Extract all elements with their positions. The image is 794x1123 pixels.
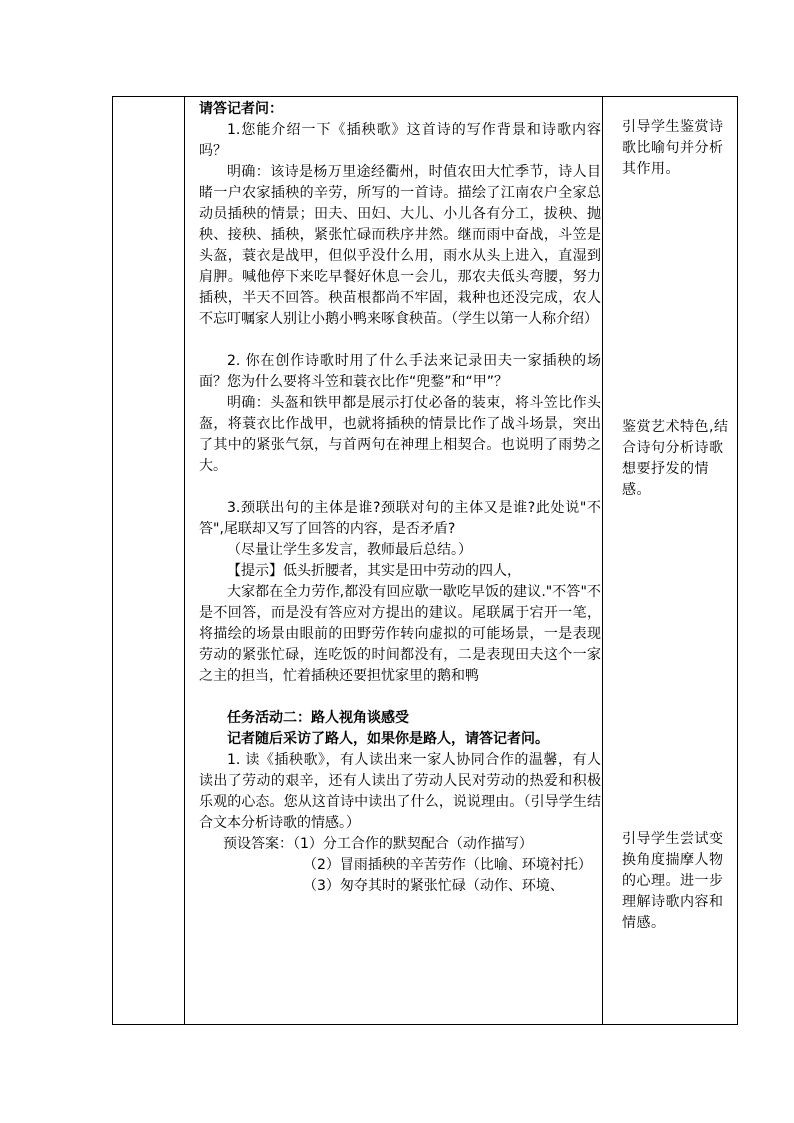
preset-item-1: （1）分工合作的默契配合（动作描写） xyxy=(293,836,533,852)
design-note-3: 引导学生尝试变换角度揣摩人物的心理。进一步理解诗歌内容和情感。 xyxy=(622,831,724,931)
task-2-subtitle: 记者随后采访了路人，如果你是路人，请答记者问。 xyxy=(227,731,549,747)
preset-label: 预设答案： xyxy=(223,836,293,852)
hint-body: 大家都在全力劳作,都没有回应歇一歇吃早饭的建议."不答"不是不回答，而是没有答应对方提出的建议。尾联属于宕开一笔，将描绘的场景由眼前的田野劳作转向虚拟的可能场景，一是表现劳动的紧张忙碌，连吃饭的时间都没有，二是表现田夫这个一家之主的担当，忙着插秧还要担忧家里的鹅和鸭 xyxy=(199,584,601,684)
lesson-table xyxy=(112,96,738,1025)
answer-2: 明确：头盔和铁甲都是展示打仗必备的装束，将斗笠比作头盔，将蓑衣比作战甲，也就将插秧的情景比作了战斗场景，突出了其中的紧张气氛，与首两句在神理上相契合。也说明了雨势之大。 xyxy=(199,395,601,474)
preset-item-3: （3）匆夺其时的紧张忙碌（动作、环境、 xyxy=(303,878,564,894)
preset-label-line xyxy=(199,834,601,855)
answer-1: 明确：该诗是杨万里途经衢州，时值农田大忙季节，诗人目睹一户农家插秧的辛劳，所写的一首诗。描绘了江南农户全家总动员插秧的情景；田夫、田妇、大儿、小儿各有分工，拔秧、抛秧、接秧、插秧，紧张忙碌而秩序井然。继而雨中奋战，斗笠是头盔，蓑衣是战甲，但似乎没什么用，雨水从头上进入，直湿到肩胛。喊他停下来吃早餐好休息一会儿，那农夫低头弯腰，努力插秧，半天不回答。秧苗根都尚不牢固，栽种也还没完成，农人不忘叮嘱家人别让小鹅小鸭来啄食秧苗。（学生以第一人称介绍） xyxy=(199,164,601,327)
section-heading: 请答记者问： xyxy=(199,101,283,117)
hint-text: 低头折腰者，其实是田中劳动的四人， xyxy=(283,563,521,579)
question-4: 1. 读《插秧歌》，有人读出来一家人协同合作的温馨，有人读出了劳动的艰辛，还有人读出了劳动人民对劳动的热爱和积极乐观的心态。您从这首诗中读出了什么，说说理由。（引导学生结合文本分析诗歌的情感。） xyxy=(199,752,601,831)
hint-line xyxy=(199,561,601,582)
question-2: 2. 你在创作诗歌时用了什么手法来记录田夫一家插秧的场面？您为什么要将斗笠和蓑衣比作“兜鍪”和“甲”？ xyxy=(199,353,601,390)
question-3: 3.颈联出句的主体是谁?颈联对句的主体又是谁?此处说"不答",尾联却又写了回答的内容，是否矛盾? xyxy=(199,500,601,537)
hint-label: 【提示】 xyxy=(227,563,283,579)
task-2-title: 任务活动二：路人视角谈感受 xyxy=(227,710,409,726)
design-note-1: 引导学生鉴赏诗歌比喻句并分析其作用。 xyxy=(622,119,724,177)
preset-item-2: （2）冒雨插秧的辛苦劳作（比喻、环境衬托） xyxy=(303,857,592,873)
column-divider-1 xyxy=(184,97,185,1024)
design-note-2: 鉴赏艺术特色,结合诗句分析诗歌想要抒发的情感。 xyxy=(622,419,729,498)
question-1: 1.您能介绍一下《插秧歌》这首诗的写作背景和诗歌内容吗？ xyxy=(199,122,601,159)
teaching-content-column xyxy=(193,97,607,897)
question-3-note: （尽量让学生多发言，教师最后总结。） xyxy=(227,542,472,558)
